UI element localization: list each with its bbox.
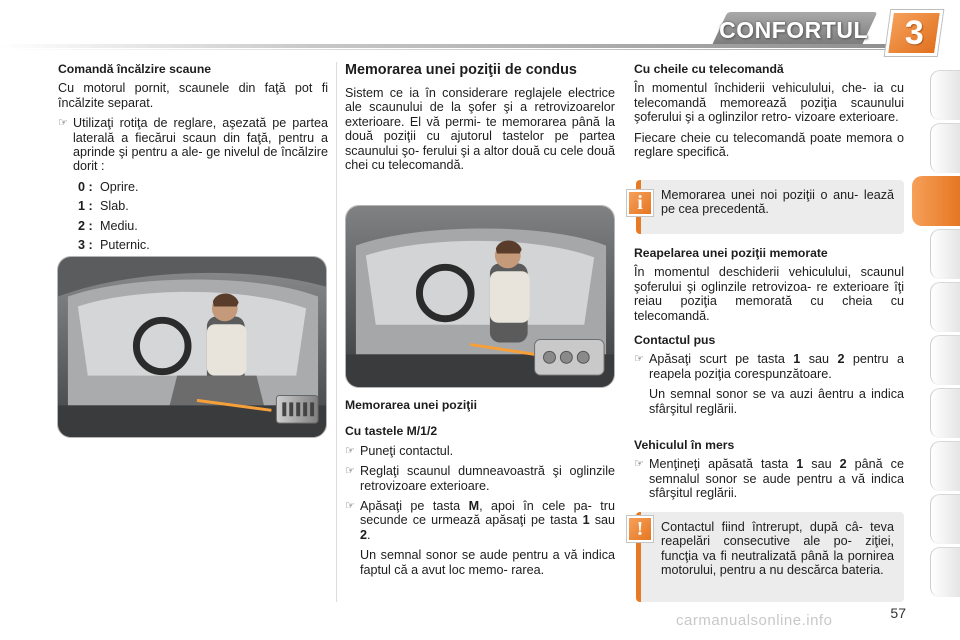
pointing-hand-icon: ☞ [634,458,644,471]
seat-heating-illustration [57,256,327,438]
side-tab[interactable] [930,335,960,385]
side-tab[interactable] [930,229,960,279]
pointing-hand-icon: ☞ [58,117,68,130]
recall-text: În momentul deschiderii vehiculului, scaunul şoferului şi oglinzile retrovizoa- re exterioare îţi reiau poziţia memorată cu cheia cu telecomandă. [634,265,904,323]
heating-levels [58,180,328,253]
memory-procedure [345,398,615,583]
side-tab-active[interactable] [912,176,960,226]
column-divider [336,62,337,602]
heading-seat-heating: Comandă încălzire scaune [58,62,212,76]
memory-keys-illustration [345,205,615,388]
pointing-hand-icon: ☞ [345,465,355,478]
level-item: 0 : Oprire. [78,179,139,194]
side-tab[interactable] [930,494,960,544]
column-memory-position [345,62,615,178]
chapter-badge [885,10,943,56]
level-item: 3 : Puternic. [78,238,150,253]
heading-store-position: Memorarea unei poziţii [345,398,478,412]
section-title: CONFORTUL [719,17,868,43]
side-tab[interactable] [930,388,960,438]
remote-keys-p2: Fiecare cheie cu telecomandă poate memora o reglare specifică. [634,130,904,160]
heading-keys-m12: Cu tastele M/1/2 [345,424,438,439]
heading-ignition-on: Contactul pus [634,333,716,348]
chapter-side-tabs [930,70,960,600]
step-ignition: ☞ Puneţi contactul. [345,443,454,458]
heading-vehicle-moving: Vehiculul în mers [634,438,735,453]
memory-intro: Sistem ce ia în considerare reglajele electrice ale scaunului de la şofer şi a retrovizoarelor exterioare. El vă permi- te memorarea până la două poziţii cu ajutorul tastelor pe partea scaunului şo- ferului şi a altor două cu cele două chei cu telecomandă. [345,86,615,173]
recall-sound-note: Un semnal sonor se va auzi âentru a indica sfârşitul reglării. [649,387,904,416]
recall-section [634,246,904,507]
memory-confirm-note: Un semnal sonor se aude pentru a vă indica faptul că a avut loc memo- rarea. [360,548,615,577]
level-item: 2 : Mediu. [78,218,138,233]
pointing-hand-icon: ☞ [345,444,355,457]
level-item: 1 : Slab. [78,199,129,214]
watermark: carmanualsonline.info [676,612,833,629]
seat-heating-bullet [58,116,328,174]
header-rule-thin [0,49,895,50]
page-header [0,0,960,58]
warning-box [636,512,904,602]
info-icon: i [627,190,653,216]
side-tab[interactable] [930,441,960,491]
column-seat-heating [58,62,328,257]
side-tab[interactable] [930,70,960,120]
step-press-m: ☞ Apăsaţi pe tasta M, apoi în cele pa- tru secunde ce urmează apăsaţi pe tasta 1 sau 2. [345,499,616,542]
pointing-hand-icon: ☞ [345,500,355,513]
step-moving-hold: ☞ Menţineţi apăsată tasta 1 sau 2 până ce semnalul sonor se aude pentru a vă indica sfârşitul reglării. [634,457,904,501]
header-rule [0,44,895,48]
step-adjust: ☞ Reglaţi scaunul dumneavoastră şi oglinzile retrovizoare exterioare. [345,464,615,493]
page-number: 57 [890,605,906,621]
warning-icon: ! [627,516,653,542]
info-text: Memorarea unei noi poziţii o anu- lează pe cea precedentă. [661,188,894,217]
info-box [636,180,904,234]
heading-remote-keys: Cu cheile cu telecomandă [634,62,784,76]
seat-heating-bullet-text: Utilizaţi rotiţa de reglare, aşezată pe partea laterală a fiecărui scaun din faţă, pentru a aprinde şi pentru a ale- ge nivelul de încălzire dorit : [73,116,328,174]
chapter-number: 3 [904,13,924,52]
warning-text: Contactul fiind întrerupt, după câ- teva reapelări consecutive ale po- ziţiei, funcţia va fi neutralizată până la pornirea motorului, pentru a nu descărca bateria. [661,520,894,578]
column-remote-keys [634,62,904,165]
seat-heating-intro: Cu motorul pornit, scaunele din faţă pot fi încălzite separat. [58,81,328,110]
pointing-hand-icon: ☞ [634,353,644,366]
side-tab[interactable] [930,282,960,332]
heading-memory-position: Memorarea unei poziţii de condus [345,62,577,78]
step-recall-press: ☞ Apăsaţi scurt pe tasta 1 sau 2 pentru a reapela poziţia corespunzătoare. [634,352,904,381]
side-tab[interactable] [930,547,960,597]
remote-keys-p1: În momentul închiderii vehiculului, che- ia cu telecomandă memorează poziţia scaunului şoferului şi a oglinzilor retro- vizoare exterioare. [634,81,904,125]
side-tab[interactable] [930,123,960,173]
heading-recall: Reapelarea unei poziţii memorate [634,246,828,260]
